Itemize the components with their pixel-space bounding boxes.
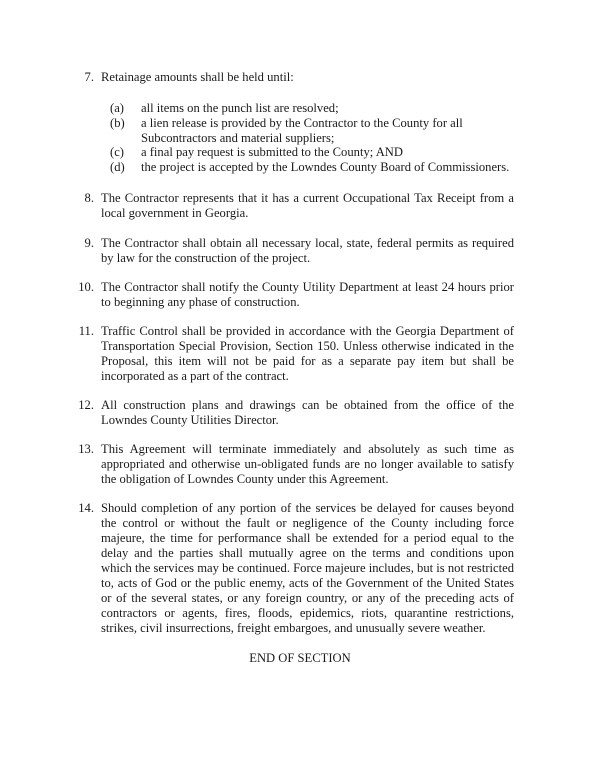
subitem-label: (b) — [110, 116, 125, 130]
subitem-label: (d) — [110, 160, 125, 174]
clause-number: 8. — [84, 191, 94, 205]
clause-number: 7. — [84, 70, 94, 84]
clause-text: All construction plans and drawings can be obtained from the office of the Lowndes County Utilities Director. — [101, 398, 514, 427]
subitem-text: a final pay request is submitted to the County; AND — [141, 145, 403, 159]
clause-text: Retainage amounts shall be held until: — [101, 70, 294, 84]
subitem-label: (c) — [110, 145, 124, 159]
subitem-text: the project is accepted by the Lowndes County Board of Commissioners. — [141, 160, 510, 174]
clause-text: The Contractor shall notify the County Utility Department at least 24 hours prior to beginning any phase of construction. — [101, 280, 514, 309]
clause-number: 10. — [78, 280, 94, 294]
clause-text: This Agreement will terminate immediately and absolutely as such time as appropriated and otherwise un-obligated funds are no longer available to satisfy the obligation of Lowndes County under this Agreement. — [101, 442, 514, 486]
end-of-section: END OF SECTION — [249, 651, 351, 665]
clause-text: The Contractor shall obtain all necessary local, state, federal permits as required by law for the construction of the project. — [101, 236, 514, 265]
clause-number: 13. — [78, 442, 94, 456]
clause-number: 14. — [78, 501, 94, 515]
clause-text: Should completion of any portion of the services be delayed for causes beyond the control or without the fault or negligence of the County including force majeure, the time for performance shall be extended for a period equal to the delay and the parties shall mutually agree on the terms and conditions upon which the services may be continued. Force majeure includes, but is not restricted to, acts of God or the public enemy, acts of the Government of the United States or of the several states, or any foreign country, or any of the preceding acts of contractors or agents, fires, floods, epidemics, riots, quarantine restrictions, strikes, civil insurrections, freight embargoes, and unusually severe weather. — [101, 501, 514, 635]
subitem-text: a lien release is provided by the Contractor to the County for all Subcontractors and material suppliers; — [141, 116, 463, 145]
clause-number: 9. — [84, 236, 94, 250]
subitem-label: (a) — [110, 101, 124, 115]
clause-number: 11. — [78, 324, 94, 338]
clause-text: The Contractor represents that it has a current Occupational Tax Receipt from a local government in Georgia. — [101, 191, 514, 220]
clause-text: Traffic Control shall be provided in accordance with the Georgia Department of Transportation Special Provision, Section 150. Unless otherwise indicated in the Proposal, this item will not be paid for as a separate pay item but shall be incorporated as a part of the contract. — [101, 324, 514, 383]
clause-number: 12. — [78, 398, 94, 412]
subitem-text: all items on the punch list are resolved; — [141, 101, 339, 115]
